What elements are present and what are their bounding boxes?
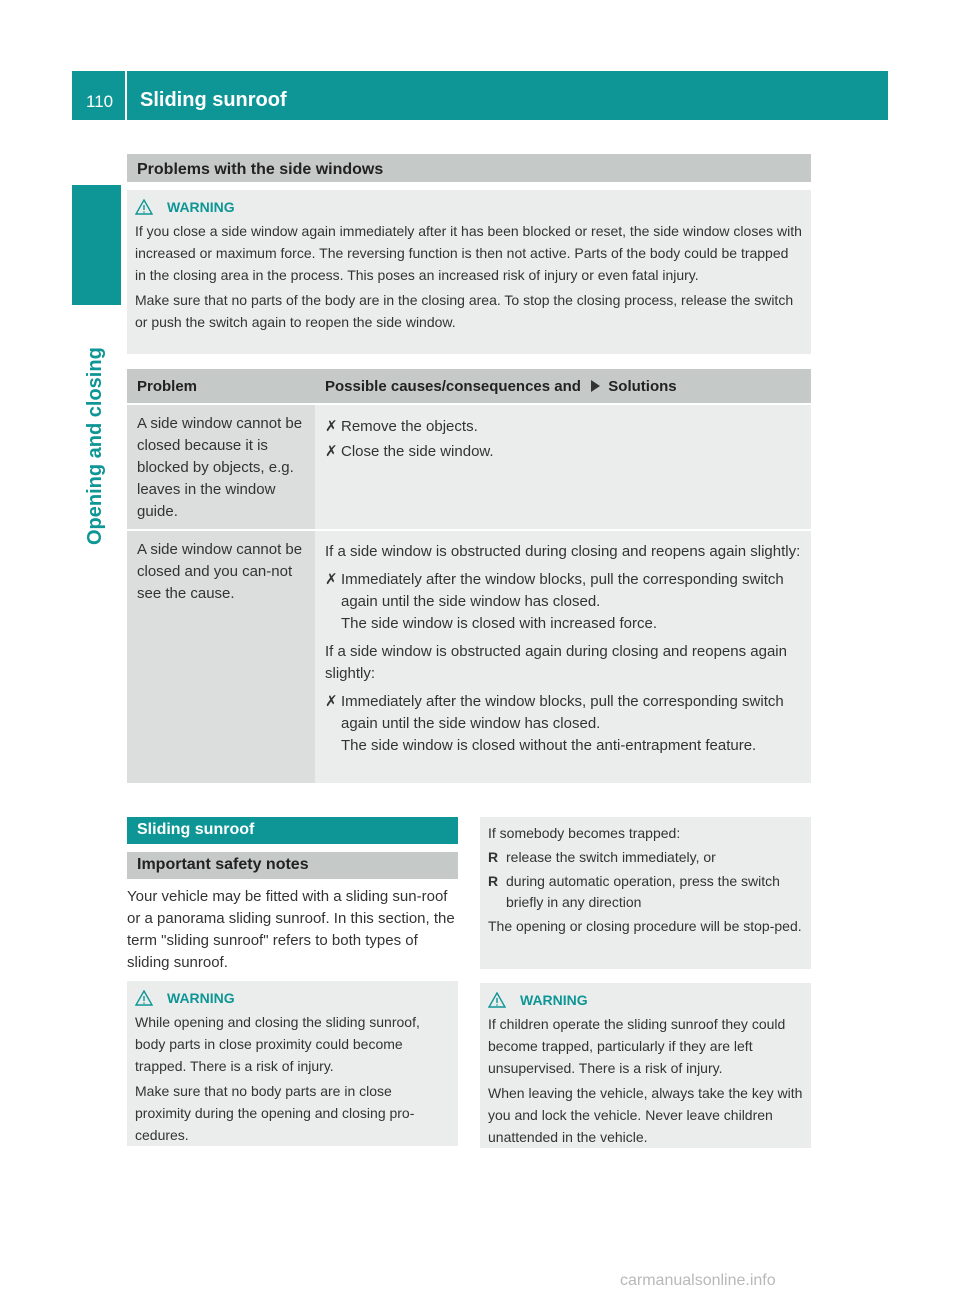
step: ✗ Immediately after the window blocks, pull the corresponding switch again until the side window has closed. The side window is closed without the anti-entrapment feature. xyxy=(325,691,803,757)
solution-cell xyxy=(315,405,811,531)
solution-arrow-icon xyxy=(591,380,600,392)
col-solution-header: Possible causes/consequences and Solutions xyxy=(315,369,811,405)
step: ✗ Immediately after the window blocks, pull the corresponding switch again until the side window has closed. The side window is closed with increased force. xyxy=(325,569,803,635)
watermark: carmanualsonline.info xyxy=(620,1272,776,1289)
warning-paragraph: While opening and closing the sliding sunroof, body parts in close proximity could become trapped. There is a risk of injury. xyxy=(135,1014,420,1074)
warning-triangle-icon xyxy=(488,992,506,1008)
problem-cell: A side window cannot be closed and you can-not see the cause. xyxy=(127,531,315,785)
sunroof-intro-text: Your vehicle may be fitted with a sliding sun-roof or a panorama sliding sunroof. In this section, the term "sliding sunroof" refers to both types of sliding sunroof. xyxy=(127,888,455,971)
warning-paragraph: Make sure that no parts of the body are in the closing area. To stop the closing process, release the switch or push the switch again to reopen the side window. xyxy=(135,292,794,330)
step-arrow-icon: ✗ xyxy=(325,693,338,710)
step: ✗ Remove the objects. xyxy=(325,416,803,438)
warning-title: WARNING xyxy=(135,196,803,218)
step-arrow-icon: ✗ xyxy=(325,443,338,460)
warning-triangle-icon xyxy=(135,990,153,1006)
list-item: R during automatic operation, press the switch briefly in any direction xyxy=(488,871,803,913)
condition-text: If a side window is obstructed again during closing and reopens again slightly: xyxy=(325,643,787,682)
solution-cell xyxy=(315,531,811,785)
warning-triangle-icon xyxy=(135,199,153,215)
warning-paragraph: When leaving the vehicle, always take the key with you and lock the vehicle. Never leave children unattended in the vehicle. xyxy=(488,1085,803,1145)
step-arrow-icon: ✗ xyxy=(325,418,338,435)
page-number: 110 xyxy=(86,92,114,111)
bullet-r-icon: R xyxy=(488,873,499,889)
section-heading-sliding-sunroof: Sliding sunroof xyxy=(127,817,458,844)
warning-paragraph: If you close a side window again immediately after it has been blocked or reset, the side window closes with increased or maximum force. The reversing function is then not active. Parts of the body could be trapped in the closing area in the process. This poses an increased risk of injury or even fatal injury. xyxy=(135,223,802,283)
header-divider xyxy=(125,71,127,120)
header-title: Sliding sunroof xyxy=(140,89,287,111)
sunroof-warning-2 xyxy=(480,983,811,1148)
col-problem-header: Problem xyxy=(127,369,315,405)
trapped-intro: If somebody becomes trapped: xyxy=(488,825,681,841)
warning-paragraph: If children operate the sliding sunroof they could become trapped, particularly if they are left unsupervised. There is a risk of injury. xyxy=(488,1016,786,1076)
problem-cell: A side window cannot be closed because it is blocked by objects, e.g. leaves in the window guide. xyxy=(127,405,315,531)
table-row xyxy=(127,531,811,785)
problem-solution-table xyxy=(127,369,811,785)
step-arrow-icon: ✗ xyxy=(325,571,338,588)
warning-paragraph: Make sure that no body parts are in close proximity during the opening and closing pro-cedures. xyxy=(135,1083,415,1143)
trapped-outro: The opening or closing procedure will be stop-ped. xyxy=(488,918,802,934)
table-header-row xyxy=(127,369,811,405)
step: ✗ Close the side window. xyxy=(325,441,803,463)
section-heading-side-windows: Problems with the side windows xyxy=(127,154,811,182)
bullet-r-icon: R xyxy=(488,849,499,865)
header-bar xyxy=(72,71,888,120)
condition-text: If a side window is obstructed during closing and reopens again slightly: xyxy=(325,543,801,560)
sunroof-warning-1 xyxy=(127,981,458,1146)
trapped-info-box xyxy=(480,817,811,969)
list-item: R release the switch immediately, or xyxy=(488,847,803,868)
side-window-warning xyxy=(127,190,811,354)
warning-title: WARNING xyxy=(135,987,450,1009)
side-tab xyxy=(72,185,121,305)
table-row xyxy=(127,405,811,531)
subheading-safety-notes: Important safety notes xyxy=(127,852,458,879)
warning-title: WARNING xyxy=(488,989,803,1011)
side-chapter-label: Opening and closing xyxy=(84,347,106,545)
